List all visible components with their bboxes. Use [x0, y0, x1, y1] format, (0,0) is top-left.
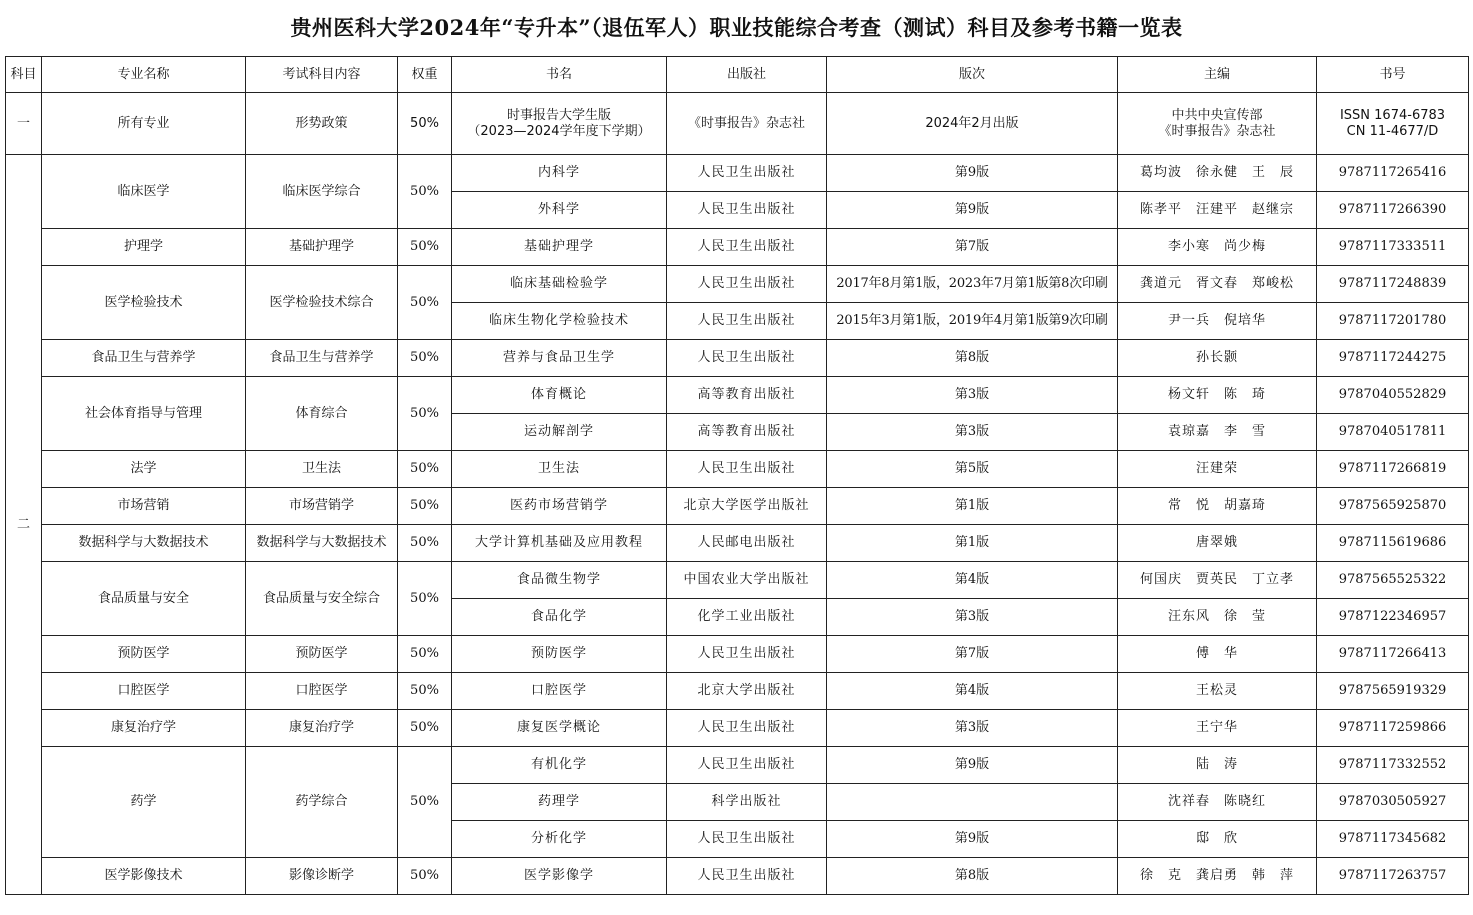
header-subject: 科目: [6, 57, 42, 93]
isbn-cell: 9787117259866: [1317, 710, 1469, 747]
weight-cell: 50%: [398, 525, 452, 562]
book-cell: 临床基础检验学: [452, 266, 667, 303]
publisher-cell: 人民卫生出版社: [667, 266, 827, 303]
exam-cell: 卫生法: [246, 451, 398, 488]
isbn-cell: 9787565925870: [1317, 488, 1469, 525]
table-row: [6, 636, 1469, 673]
exam-cell: 影像诊断学: [246, 858, 398, 895]
book-cell: 医药市场营销学: [452, 488, 667, 525]
book-cell: 临床生物化学检验技术: [452, 303, 667, 340]
weight-cell: 50%: [398, 229, 452, 266]
editor-cell: 常 悦 胡嘉琦: [1118, 488, 1317, 525]
weight-cell: 50%: [398, 673, 452, 710]
book-cell: 外科学: [452, 192, 667, 229]
publisher-cell: 人民卫生出版社: [667, 155, 827, 192]
publisher-cell: 北京大学出版社: [667, 673, 827, 710]
major-cell: 法学: [42, 451, 246, 488]
weight-cell: 50%: [398, 451, 452, 488]
edition-cell: 第9版: [827, 747, 1118, 784]
exam-cell: 口腔医学: [246, 673, 398, 710]
weight-cell: 50%: [398, 266, 452, 340]
weight-cell: 50%: [398, 858, 452, 895]
major-cell: 市场营销: [42, 488, 246, 525]
publisher-cell: 人民卫生出版社: [667, 303, 827, 340]
edition-cell: 第7版: [827, 636, 1118, 673]
book-line: （2023—2024学年度下学期）: [467, 123, 651, 139]
exam-cell: 医学检验技术综合: [246, 266, 398, 340]
book-cell: [452, 93, 667, 155]
editor-cell: 王松灵: [1118, 673, 1317, 710]
publisher-cell: 高等教育出版社: [667, 414, 827, 451]
weight-cell: 50%: [398, 340, 452, 377]
book-cell: 内科学: [452, 155, 667, 192]
edition-cell: 第1版: [827, 525, 1118, 562]
publisher-cell: 人民邮电出版社: [667, 525, 827, 562]
editor-line: 中共中央宣传部: [1171, 107, 1263, 123]
isbn-cell: 9787115619686: [1317, 525, 1469, 562]
edition-cell: 2024年2月出版: [827, 93, 1118, 155]
edition-cell: 第4版: [827, 562, 1118, 599]
book-cell: 口腔医学: [452, 673, 667, 710]
exam-cell: 形势政策: [246, 93, 398, 155]
editor-cell: 陆 涛: [1118, 747, 1317, 784]
editor-cell: 袁琼嘉 李 雪: [1118, 414, 1317, 451]
book-cell: 药理学: [452, 784, 667, 821]
edition-cell: 第8版: [827, 340, 1118, 377]
isbn-cell: 9787117248839: [1317, 266, 1469, 303]
table-row: [6, 266, 1469, 303]
book-cell: 有机化学: [452, 747, 667, 784]
header-editor: 主编: [1118, 57, 1317, 93]
major-cell: 预防医学: [42, 636, 246, 673]
book-cell: 卫生法: [452, 451, 667, 488]
table-row: [6, 673, 1469, 710]
editor-cell: 何国庆 贾英民 丁立孝: [1118, 562, 1317, 599]
book-cell: 运动解剖学: [452, 414, 667, 451]
book-cell: 食品微生物学: [452, 562, 667, 599]
weight-cell: 50%: [398, 710, 452, 747]
isbn-cell: 9787030505927: [1317, 784, 1469, 821]
editor-cell: 李小寒 尚少梅: [1118, 229, 1317, 266]
header-row: [6, 57, 1469, 93]
edition-cell: 第5版: [827, 451, 1118, 488]
isbn-cell: 9787117263757: [1317, 858, 1469, 895]
book-line: 时事报告大学生版: [506, 107, 611, 123]
publisher-cell: 人民卫生出版社: [667, 636, 827, 673]
edition-cell: 第3版: [827, 599, 1118, 636]
editor-cell: 沈祥春 陈晓红: [1118, 784, 1317, 821]
exam-cell: 临床医学综合: [246, 155, 398, 229]
table-row: [6, 747, 1469, 784]
isbn-line: CN 11-4677/D: [1346, 123, 1439, 139]
editor-cell: 邸 欣: [1118, 821, 1317, 858]
book-cell: 体育概论: [452, 377, 667, 414]
weight-cell: 50%: [398, 636, 452, 673]
exam-cell: 康复治疗学: [246, 710, 398, 747]
header-publisher: 出版社: [667, 57, 827, 93]
editor-cell: 汪东风 徐 莹: [1118, 599, 1317, 636]
isbn-cell: 9787117333511: [1317, 229, 1469, 266]
publisher-cell: 化学工业出版社: [667, 599, 827, 636]
editor-cell: [1118, 93, 1317, 155]
publisher-cell: 《时事报告》杂志社: [667, 93, 827, 155]
isbn-cell: 9787040552829: [1317, 377, 1469, 414]
weight-cell: 50%: [398, 747, 452, 858]
book-cell: 医学影像学: [452, 858, 667, 895]
edition-cell: 第4版: [827, 673, 1118, 710]
isbn-cell: 9787117345682: [1317, 821, 1469, 858]
table-row: [6, 229, 1469, 266]
edition-cell: 第8版: [827, 858, 1118, 895]
major-cell: 医学影像技术: [42, 858, 246, 895]
header-edition: 版次: [827, 57, 1118, 93]
header-weight: 权重: [398, 57, 452, 93]
editor-line: 《时事报告》杂志社: [1158, 123, 1276, 139]
major-cell: 所有专业: [42, 93, 246, 155]
publisher-cell: 人民卫生出版社: [667, 451, 827, 488]
page-title: 贵州医科大学2024年“专升本”（退伍军人）职业技能综合考查（测试）科目及参考书籍一览表: [290, 15, 1183, 40]
table-row: [6, 377, 1469, 414]
isbn-cell: 9787117201780: [1317, 303, 1469, 340]
edition-cell: 第3版: [827, 414, 1118, 451]
header-exam: 考试科目内容: [246, 57, 398, 93]
edition-cell: 第3版: [827, 377, 1118, 414]
edition-cell: 2015年3月第1版，2019年4月第1版第9次印刷: [827, 303, 1118, 340]
exam-cell: 预防医学: [246, 636, 398, 673]
isbn-cell: 9787117266390: [1317, 192, 1469, 229]
isbn-cell: 9787117332552: [1317, 747, 1469, 784]
isbn-cell: 9787117265416: [1317, 155, 1469, 192]
exam-cell: 药学综合: [246, 747, 398, 858]
weight-cell: 50%: [398, 562, 452, 636]
edition-cell: 2017年8月第1版，2023年7月第1版第8次印刷: [827, 266, 1118, 303]
exam-cell: 食品质量与安全综合: [246, 562, 398, 636]
isbn-cell: 9787565919329: [1317, 673, 1469, 710]
subject-label: 一: [6, 93, 42, 155]
publisher-cell: 人民卫生出版社: [667, 192, 827, 229]
edition-cell: 第3版: [827, 710, 1118, 747]
major-cell: 医学检验技术: [42, 266, 246, 340]
header-book: 书名: [452, 57, 667, 93]
major-cell: 食品卫生与营养学: [42, 340, 246, 377]
exam-cell: 体育综合: [246, 377, 398, 451]
isbn-cell: 9787117266413: [1317, 636, 1469, 673]
publisher-cell: 人民卫生出版社: [667, 340, 827, 377]
exam-cell: 食品卫生与营养学: [246, 340, 398, 377]
isbn-cell: 9787122346957: [1317, 599, 1469, 636]
edition-cell: [827, 784, 1118, 821]
subject-label: 二: [6, 155, 42, 895]
editor-cell: 王宁华: [1118, 710, 1317, 747]
editor-cell: 徐 克 龚启勇 韩 萍: [1118, 858, 1317, 895]
isbn-line: ISSN 1674-6783: [1339, 107, 1446, 123]
book-cell: 分析化学: [452, 821, 667, 858]
table-row: [6, 340, 1469, 377]
major-cell: 社会体育指导与管理: [42, 377, 246, 451]
book-cell: 基础护理学: [452, 229, 667, 266]
weight-cell: 50%: [398, 377, 452, 451]
publisher-cell: 科学出版社: [667, 784, 827, 821]
edition-cell: 第7版: [827, 229, 1118, 266]
book-cell: 康复医学概论: [452, 710, 667, 747]
table-row: [6, 710, 1469, 747]
publisher-cell: 高等教育出版社: [667, 377, 827, 414]
publisher-cell: 人民卫生出版社: [667, 229, 827, 266]
book-cell: 营养与食品卫生学: [452, 340, 667, 377]
editor-cell: 孙长颢: [1118, 340, 1317, 377]
exam-cell: 基础护理学: [246, 229, 398, 266]
book-list-table: [5, 56, 1469, 895]
publisher-cell: 人民卫生出版社: [667, 821, 827, 858]
isbn-cell: 9787117266819: [1317, 451, 1469, 488]
table-row: [6, 858, 1469, 895]
editor-cell: 傅 华: [1118, 636, 1317, 673]
major-cell: 药学: [42, 747, 246, 858]
book-cell: 大学计算机基础及应用教程: [452, 525, 667, 562]
editor-cell: 龚道元 胥文春 郑峻松: [1118, 266, 1317, 303]
major-cell: 护理学: [42, 229, 246, 266]
publisher-cell: 人民卫生出版社: [667, 747, 827, 784]
edition-cell: 第9版: [827, 155, 1118, 192]
edition-cell: 第9版: [827, 821, 1118, 858]
table-row: [6, 562, 1469, 599]
editor-cell: 陈孝平 汪建平 赵继宗: [1118, 192, 1317, 229]
editor-cell: 唐翠娥: [1118, 525, 1317, 562]
table-row: [6, 488, 1469, 525]
edition-cell: 第9版: [827, 192, 1118, 229]
publisher-cell: 中国农业大学出版社: [667, 562, 827, 599]
exam-cell: 市场营销学: [246, 488, 398, 525]
weight-cell: 50%: [398, 488, 452, 525]
weight-cell: 50%: [398, 155, 452, 229]
major-cell: 口腔医学: [42, 673, 246, 710]
major-cell: 康复治疗学: [42, 710, 246, 747]
header-isbn: 书号: [1317, 57, 1469, 93]
editor-cell: 葛均波 徐永健 王 辰: [1118, 155, 1317, 192]
isbn-cell: [1317, 93, 1469, 155]
table-row: [6, 93, 1469, 155]
isbn-cell: 9787565525322: [1317, 562, 1469, 599]
major-cell: 数据科学与大数据技术: [42, 525, 246, 562]
isbn-cell: 9787117244275: [1317, 340, 1469, 377]
publisher-cell: 北京大学医学出版社: [667, 488, 827, 525]
header-major: 专业名称: [42, 57, 246, 93]
table-row: [6, 451, 1469, 488]
editor-cell: 汪建荣: [1118, 451, 1317, 488]
publisher-cell: 人民卫生出版社: [667, 710, 827, 747]
major-cell: 食品质量与安全: [42, 562, 246, 636]
weight-cell: 50%: [398, 93, 452, 155]
table-row: [6, 525, 1469, 562]
publisher-cell: 人民卫生出版社: [667, 858, 827, 895]
major-cell: 临床医学: [42, 155, 246, 229]
edition-cell: 第1版: [827, 488, 1118, 525]
isbn-cell: 9787040517811: [1317, 414, 1469, 451]
editor-cell: 杨文轩 陈 琦: [1118, 377, 1317, 414]
book-cell: 预防医学: [452, 636, 667, 673]
table-row: [6, 155, 1469, 192]
book-cell: 食品化学: [452, 599, 667, 636]
editor-cell: 尹一兵 倪培华: [1118, 303, 1317, 340]
exam-cell: 数据科学与大数据技术: [246, 525, 398, 562]
